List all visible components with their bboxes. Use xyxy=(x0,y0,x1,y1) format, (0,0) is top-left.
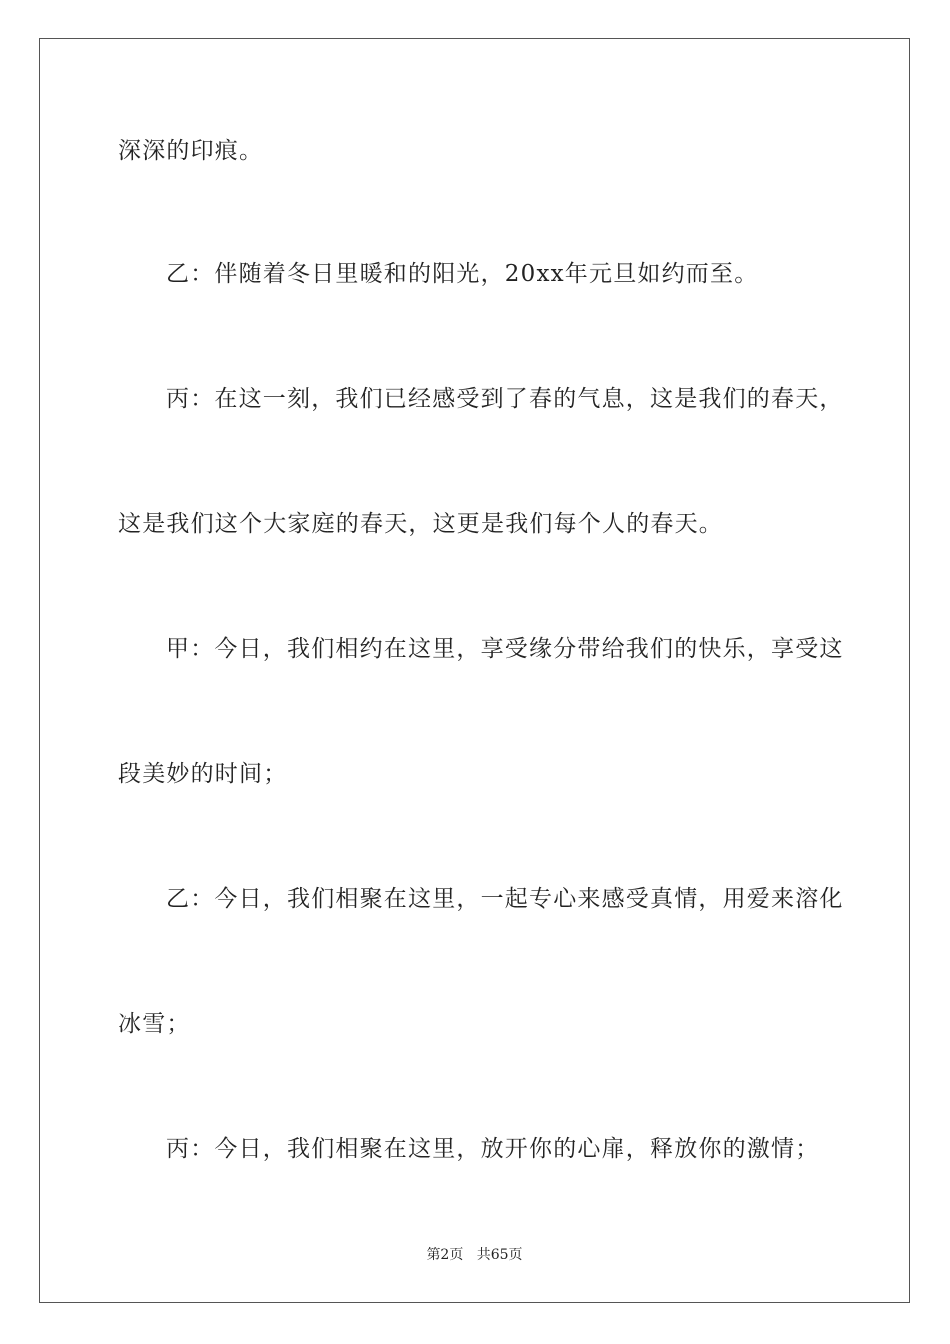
text-line: 深深的印痕。 xyxy=(118,138,264,164)
text-line: 冰雪； xyxy=(118,1011,191,1037)
text-line: 甲：今日，我们相约在这里，享受缘分带给我们的快乐，享受这 xyxy=(166,636,844,662)
page-footer xyxy=(40,1244,909,1264)
page-total: 共65页 xyxy=(476,1247,523,1263)
text-line: 乙：今日，我们相聚在这里，一起专心来感受真情，用爱来溶化 xyxy=(166,886,844,912)
text-line: 丙：在这一刻，我们已经感受到了春的气息，这是我们的春天， xyxy=(166,386,844,412)
text-line: 这是我们这个大家庭的春天，这更是我们每个人的春天。 xyxy=(118,511,723,537)
page-number: 第2页 xyxy=(426,1247,464,1263)
text-line: 丙：今日，我们相聚在这里，放开你的心扉，释放你的激情； xyxy=(166,1136,820,1162)
text-line: 乙：伴随着冬日里暖和的阳光，20xx年元旦如约而至。 xyxy=(166,261,759,287)
text-line: 段美妙的时间； xyxy=(118,761,288,787)
document-page xyxy=(39,38,910,1303)
